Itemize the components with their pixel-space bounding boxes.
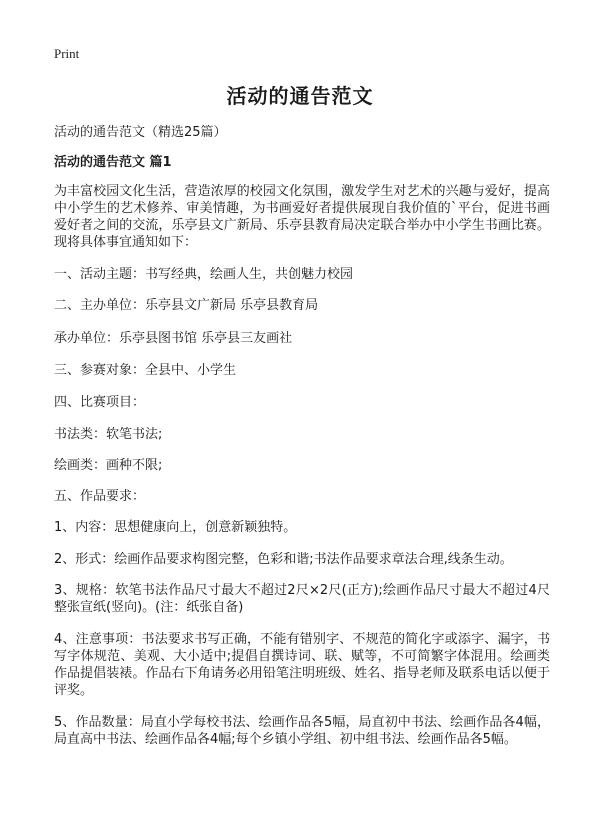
co-organizer-paragraph: 承办单位：乐亭县图书馆 乐亭县三友画社 bbox=[54, 331, 293, 346]
painting-category-paragraph: 绘画类：画种不限; bbox=[54, 458, 163, 473]
document-title: 活动的通告范文 bbox=[226, 84, 374, 108]
competition-items-heading: 四、比赛项目： bbox=[54, 395, 146, 410]
print-label[interactable]: Print bbox=[54, 46, 80, 61]
content-requirement-paragraph: 1、内容：思想健康向上，创意新颖独特。 bbox=[54, 520, 297, 535]
activity-theme-paragraph: 一、活动主题：书写经典，绘画人生，共创魅力校园 bbox=[54, 267, 354, 282]
organizer-paragraph: 二、主办单位：乐亭县文广新局 乐亭县教育局 bbox=[54, 298, 319, 313]
form-requirement-paragraph: 2、形式：绘画作品要求构图完整，色彩和谐;书法作品要求章法合理,线条生动。 bbox=[54, 552, 513, 567]
quantity-paragraph: 5、作品数量：局直小学每校书法、绘画作品各5幅，局直初中书法、绘画作品各4幅，局直高中书法、绘画作品各4幅;每个乡镇小学组、初中组书法、绘画作品各5幅。 bbox=[54, 715, 550, 747]
section-heading: 活动的通告范文 篇1 bbox=[54, 155, 172, 170]
intro-paragraph: 为丰富校园文化生活，营造浓厚的校园文化氛围，激发学生对艺术的兴趣与爱好，提高中小学生的艺术修养、审美情趣，为书画爱好者提供展现自我价值的`平台，促进书画爱好者之间的交流，乐亭县文广新局、乐亭县教育局决定联合举办中小学生书画比赛。现将具体事宜通知如下： bbox=[54, 184, 550, 250]
calligraphy-category-paragraph: 书法类：软笔书法; bbox=[54, 427, 163, 442]
size-requirement-paragraph: 3、规格：软笔书法作品尺寸最大不超过2尺×2尺(正方);绘画作品尺寸最大不超过4尺整张宣纸(竖向)。(注：纸张自备) bbox=[54, 583, 550, 615]
participants-paragraph: 三、参赛对象：全县中、小学生 bbox=[54, 363, 237, 378]
document-subtitle: 活动的通告范文（精选25篇） bbox=[54, 125, 227, 140]
work-requirements-heading: 五、作品要求： bbox=[54, 489, 146, 504]
notes-paragraph: 4、注意事项：书法要求书写正确，不能有错别字、不规范的简化字或添字、漏字，书写字体规范、美观、大小适中;提倡自撰诗词、联、赋等，不可简繁字体混用。绘画类作品提倡装裱。作品右下角请务必用铅笔注明班级、姓名、指导老师及联系电话以便于评奖。 bbox=[54, 632, 550, 698]
